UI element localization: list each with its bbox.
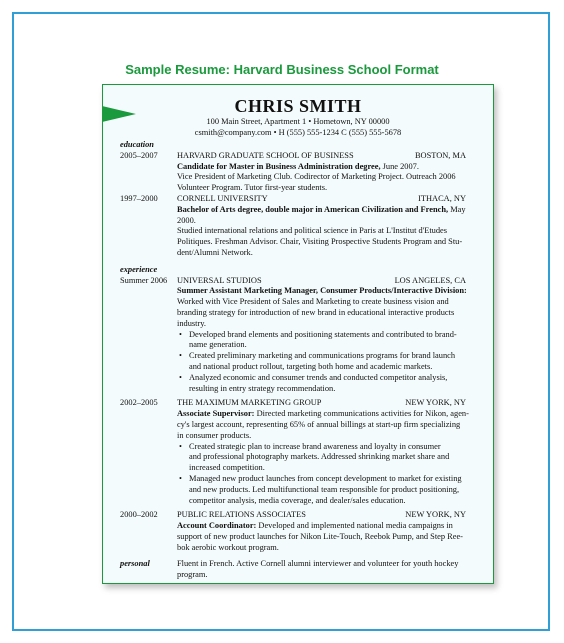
address-line: 100 Main Street, Apartment 1 • Hometown, NY 00000: [206, 117, 390, 126]
page-heading: Sample Resume: Harvard Business School Format: [125, 62, 439, 77]
section-label-experience: experience: [120, 264, 158, 274]
entry-role: Account Coordinator:: [177, 521, 257, 531]
contact-line: csmith@company.com • H (555) 555-1234 C (555) 555-5678: [194, 128, 402, 137]
entry-org: UNIVERSAL STUDIOS: [177, 275, 262, 285]
entry-dates: 2000–2002: [120, 510, 158, 520]
entry-location: ITHACA, NY: [418, 193, 466, 203]
list-item: • Created preliminary marketing and communications programs for brand launch and national product rollout, targeting both home and academic markets.: [177, 351, 480, 373]
candidate-name: CHRIS SMITH: [234, 96, 362, 116]
experience-entry: [120, 510, 480, 553]
entry-dates: 2002–2005: [120, 398, 158, 408]
entry-location: NEW YORK, NY: [405, 398, 466, 408]
entry-degree-date: May 2000.: [177, 204, 466, 225]
entry-line: Studied international relations and political science in Paris at L'Institut d'Etudes: [177, 226, 448, 236]
entry-line: Vice President of Marketing Club. Codirector of Marketing Project. Outreach 2006: [177, 172, 456, 182]
entry-line: Worked with Vice President of Sales and Marketing to create business vision and: [177, 297, 449, 307]
resume-header: [102, 96, 494, 138]
list-item: • Managed new product launches from concept development to market for existing and new products. Led multifunctional team responsible for product positioning, competitor analysis, media coverage, and dealer/sales education.: [177, 474, 480, 506]
entry-degree: Candidate for Master in Business Administration degree,: [177, 161, 381, 171]
entry-org: CORNELL UNIVERSITY: [177, 193, 268, 203]
entry-line: Volunteer Program. Tutor first-year students.: [177, 183, 328, 193]
entry-line: bok aerobic workout program.: [177, 542, 279, 552]
entry-dates: 1997–2000: [120, 193, 158, 203]
entry-org: THE MAXIMUM MARKETING GROUP: [177, 398, 322, 408]
list-item: • Developed brand elements and positioning statements and contributed to brand- name generation.: [177, 330, 480, 352]
entry-dates: Summer 2006: [120, 275, 168, 285]
personal-entry: [120, 559, 480, 581]
entry-line: cy's largest account, representing 65% of annual billings at start-up firm specializing: [177, 419, 461, 429]
entry-role: Associate Supervisor:: [177, 409, 255, 419]
entry-degree-date: June 2007.: [380, 161, 419, 171]
entry-location: BOSTON, MA: [414, 150, 466, 160]
entry-location: LOS ANGELES, CA: [394, 275, 466, 285]
list-item: • Analyzed economic and consumer trends and conducted competitor analysis, resulting in entry strategy recommendation.: [177, 373, 480, 395]
entry-dates: 2005–2007: [120, 150, 158, 160]
bullet-list: [177, 330, 480, 395]
entry-line: Politiques. Freshman Advisor. Chair, Visiting Prospective Students Program and Stu-: [177, 237, 463, 247]
entry-line: program.: [177, 570, 208, 580]
bullet-list: [177, 442, 480, 507]
entry-line: support of new product launches for Nikon Lite-Touch, Reebok Pump, and Step Ree-: [177, 531, 463, 541]
section-label-education: education: [120, 140, 154, 149]
entry-line: industry.: [177, 318, 207, 328]
entry-degree: Bachelor of Arts degree, double major in American Civilization and French,: [177, 204, 449, 214]
entry-line: dent/Alumni Network.: [177, 247, 253, 257]
resume-body: [120, 140, 480, 581]
entry-role-text: Directed marketing communications activities for Nikon, agen-: [254, 409, 469, 419]
list-item: • Created strategic plan to increase brand awareness and loyalty in consumer and professional photography markets. Addressed shrinking market share and increased competition.: [177, 442, 480, 474]
entry-role-text: Developed and implemented national media campaigns in: [256, 521, 453, 531]
education-entry: [120, 151, 480, 194]
section-label-personal: personal: [120, 559, 150, 569]
entry-line: in consumer products.: [177, 430, 252, 440]
entry-line: branding strategy for introduction of new brand in educational interactive products: [177, 307, 455, 317]
entry-role: Summer Assistant Marketing Manager, Consumer Products/Interactive Division:: [177, 286, 467, 296]
entry-line: Fluent in French. Active Cornell alumni interviewer and volunteer for youth hockey: [177, 559, 459, 569]
entry-org: HARVARD GRADUATE SCHOOL OF BUSINESS: [177, 150, 354, 160]
education-entry: [120, 194, 480, 259]
entry-org: PUBLIC RELATIONS ASSOCIATES: [177, 510, 306, 520]
experience-entry: [120, 398, 480, 506]
entry-location: NEW YORK, NY: [405, 510, 466, 520]
experience-entry: [120, 276, 480, 395]
